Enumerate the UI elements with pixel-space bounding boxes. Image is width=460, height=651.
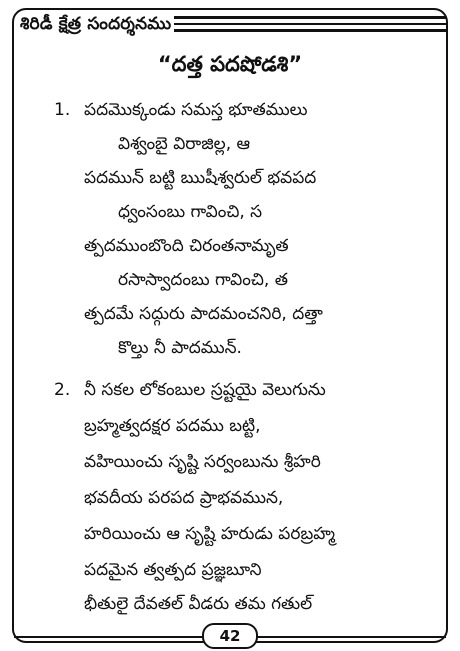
verse-line: రసాస్వాదంబు గావించి, త <box>118 270 288 290</box>
verse-line: భీతులై దేవతల్ వీడరు తమ గతుల్ <box>84 594 313 614</box>
verse-line: పదమైన త్వత్పద ప్రజ్ఞబూని <box>84 560 262 580</box>
verse-line: నీ సకల లోకంబుల స్రష్టయై వెలుగును <box>84 380 326 400</box>
verse-line: పదమొక్కండు సమస్త భూతములు <box>84 100 308 120</box>
verse-number: 2. <box>54 380 71 400</box>
verse-line: ధ్వంసంబు గావించి, స <box>118 202 263 222</box>
verse-line: భవదీయ పరపద ప్రాభవమున, <box>84 488 284 508</box>
verse-number: 1. <box>54 100 71 120</box>
verse-line: వహియించు సృష్టి సర్వంబును శ్రీహరి <box>84 452 321 472</box>
verse-line: విశ్వంబై విరాజిల్ల, ఆ <box>118 134 251 154</box>
chapter-title: “దత్త పదషోడశి” <box>157 52 303 76</box>
verse-line: త్పదమే సద్గురు పాదమంచనిరి, దత్తా <box>84 304 323 324</box>
verse-line: హరియించు ఆ సృష్టి హరుడు పరబ్రహ్మ <box>84 524 336 544</box>
running-header <box>14 10 446 42</box>
verse-line: పదమున్ బట్టి ఋషీశ్వరుల్ భవపద <box>84 168 317 188</box>
verse-line: కొల్తు నీ పాదమున్. <box>118 338 242 358</box>
book-title: శిరిడీ క్షేత్ర సందర్శనము <box>20 14 175 38</box>
verse-line: బ్రహ్మత్వదక్షర పదము బట్టి, <box>84 416 261 436</box>
header-rules <box>174 16 446 36</box>
verse-line: త్పదముంబొంది చిరంతనామృత <box>84 236 289 256</box>
page-number: 42 <box>202 623 258 649</box>
